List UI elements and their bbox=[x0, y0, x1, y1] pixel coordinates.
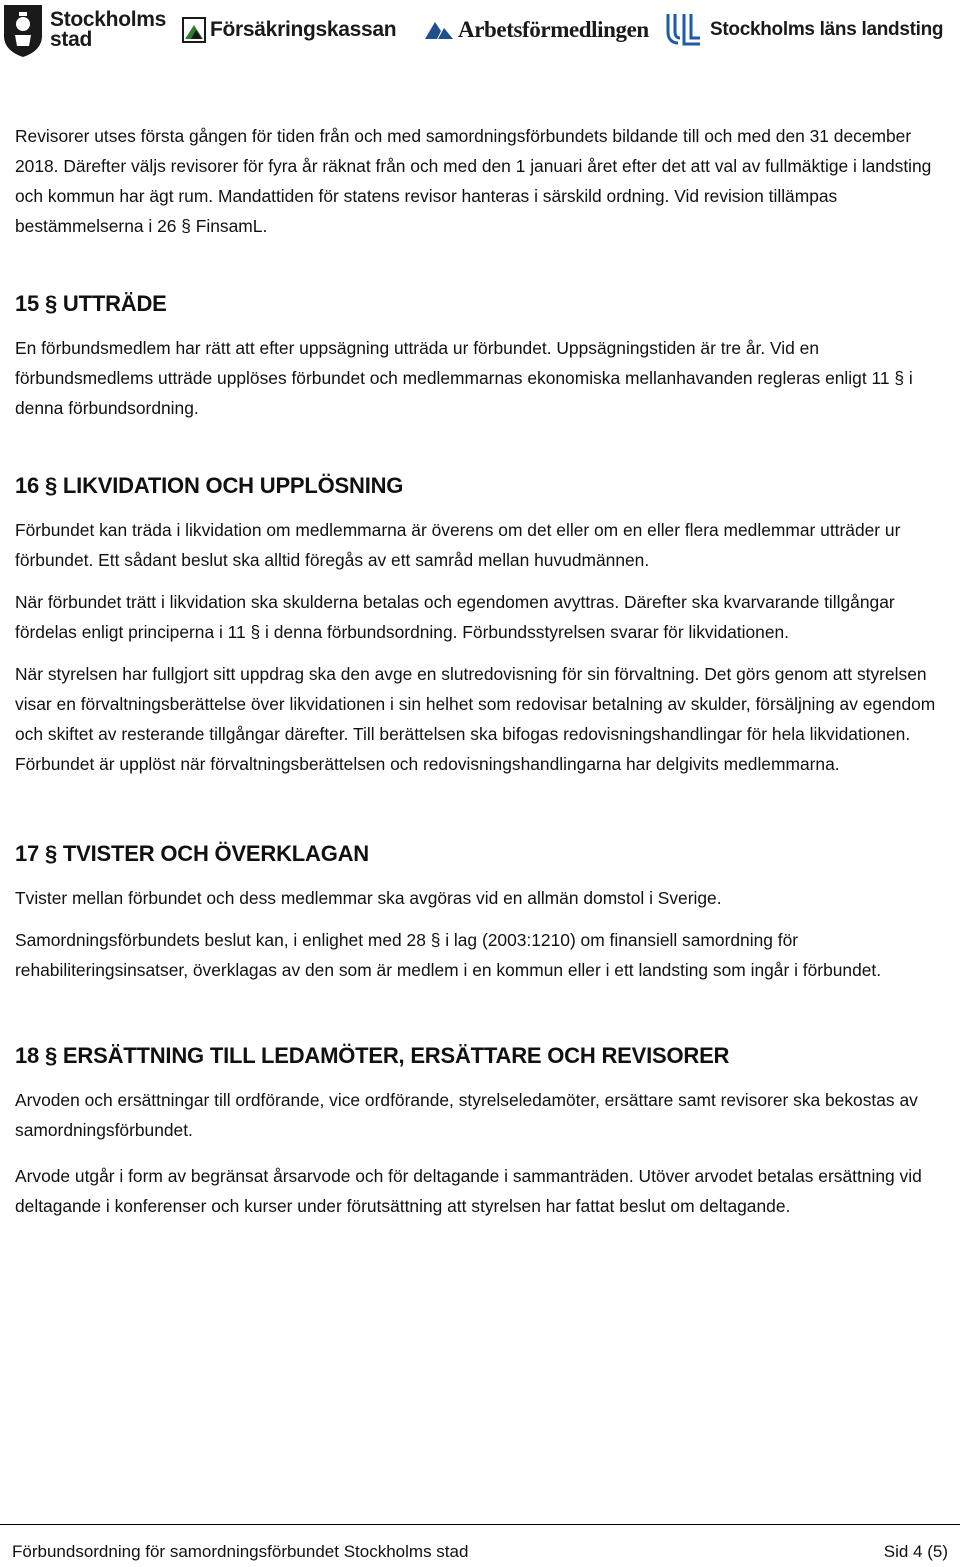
section-16-paragraph-1: Förbundet kan träda i likvidation om medlemmarna är överens om det eller om en eller flera medlemmar utträder ur förbundet. Ett sådant beslut ska alltid föregås av ett samråd mellan huvudmännen. bbox=[15, 520, 901, 570]
arbetsformedlingen-icon bbox=[424, 19, 454, 41]
forsakringskassan-logo bbox=[182, 0, 396, 60]
stockholms-stad-line1: Stockholms bbox=[50, 8, 167, 31]
page-footer bbox=[12, 1540, 948, 1564]
forsakringskassan-icon bbox=[182, 17, 206, 43]
section-18-paragraph-1: Arvoden och ersättningar till ordförande, vice ordförande, styrelseledamöter, ersättare samt revisorer ska bekostas av samordningsförbundet. bbox=[15, 1090, 918, 1140]
section-16-paragraph-3: När styrelsen har fullgjort sitt uppdrag ska den avge en slutredovisning för sin förvaltning. Det görs genom att styrelsen visar en förvaltningsberättelse över likvidationen i sin helhet som redovisar betalning av skulder, försäljning av egendom och skiftet av resterande tillgångar därefter. Till berättelsen ska bifogas redovisningshandlingar för hela likvidationen. Förbundet är upplöst när förvaltningsberättelsen och redovisningshandlingarna har delgivits medlemmarna. bbox=[15, 664, 936, 774]
section-15-heading: 15 § UTTRÄDE bbox=[15, 291, 167, 316]
section-17-heading: 17 § TVISTER OCH ÖVERKLAGAN bbox=[15, 841, 369, 866]
intro-paragraph: Revisorer utses första gången för tiden från och med samordningsförbundets bildande till och med den 31 december 2018. Därefter väljs revisorer för fyra år räknat från och med den 1 januari året efter det att val av fullmäktige i landsting och kommun har ägt rum. Mandattiden för statens revisor hanteras i särskild ordning. Vid revision tillämpas bestämmelserna i 26 § FinsamL. bbox=[15, 126, 932, 236]
section-16-heading: 16 § LIKVIDATION OCH UPPLÖSNING bbox=[15, 473, 404, 498]
stockholms-stad-line2: stad bbox=[50, 28, 92, 51]
section-16-paragraph-2: När förbundet trätt i likvidation ska skulderna betalas och egendomen avyttras. Därefter ska kvarvarande tillgångar fördelas enligt principerna i 11 § i denna förbundsordning. Förbundsstyrelsen svarar för likvidationen. bbox=[15, 592, 895, 642]
footer-page-number: Sid 4 (5) bbox=[883, 1542, 948, 1561]
footer-divider bbox=[0, 1524, 960, 1525]
footer-title: Förbundsordning för samordningsförbundet Stockholms stad bbox=[12, 1542, 469, 1561]
section-17-paragraph-1: Tvister mellan förbundet och dess medlemmar ska avgöras vid en allmän domstol i Sverige. bbox=[15, 888, 722, 908]
forsakringskassan-wordmark: Försäkringskassan bbox=[210, 18, 397, 41]
document-body bbox=[15, 121, 945, 1221]
section-15-paragraph-1: En förbundsmedlem har rätt att efter uppsägning utträda ur förbundet. Uppsägningstiden är tre år. Vid en förbundsmedlems utträde upplöses förbundet och medlemmarnas ekonomiska mellanhavanden regleras enligt 11 § i denna förbundsordning. bbox=[15, 338, 913, 418]
stockholms-stad-wordmark bbox=[50, 10, 166, 50]
section-18-heading: 18 § ERSÄTTNING TILL LEDAMÖTER, ERSÄTTARE OCH REVISORER bbox=[15, 1043, 730, 1068]
stockholm-crest-icon bbox=[2, 2, 44, 58]
stockholms-stad-logo bbox=[2, 0, 166, 60]
arbetsformedlingen-wordmark: Arbetsförmedlingen bbox=[458, 17, 649, 42]
logo-bar bbox=[0, 0, 960, 64]
sll-wordmark: Stockholms läns landsting bbox=[710, 19, 944, 40]
sll-icon bbox=[664, 10, 704, 50]
section-17-paragraph-2: Samordningsförbundets beslut kan, i enlighet med 28 § i lag (2003:1210) om finansiell samordning för rehabiliteringsinsatser, överklagas av den som är medlem i en kommun eller i ett landsting som ingår i förbundet. bbox=[15, 930, 882, 980]
sll-logo bbox=[664, 0, 943, 60]
section-18-paragraph-2: Arvode utgår i form av begränsat årsarvode och för deltagande i sammanträden. Utöver arvodet betalas ersättning vid deltagande i konferenser och kurser under förutsättning att styrelsen har fattat beslut om deltagande. bbox=[15, 1166, 922, 1216]
arbetsformedlingen-logo bbox=[424, 0, 649, 60]
